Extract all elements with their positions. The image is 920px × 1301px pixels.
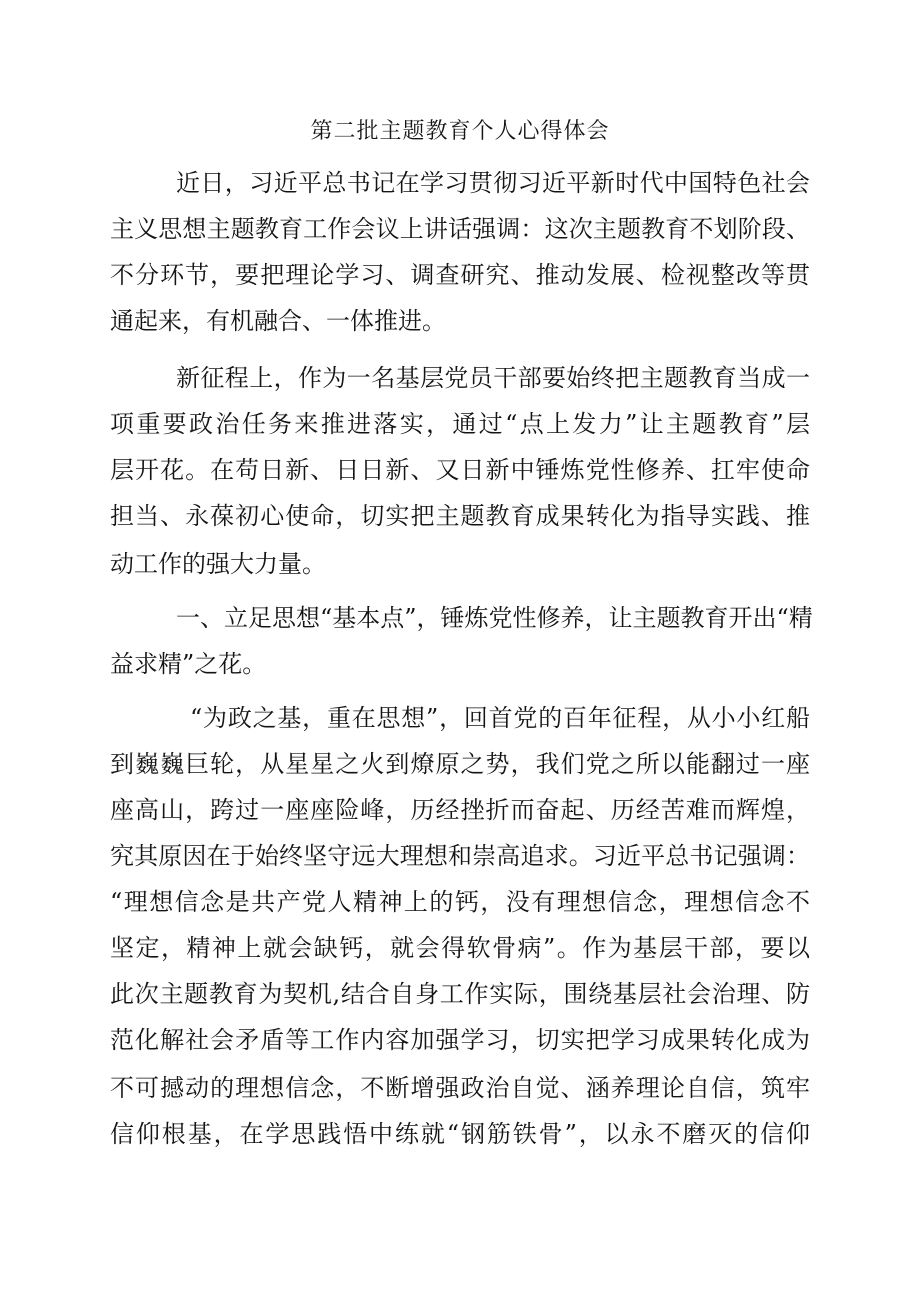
paragraph-4-line-8: 范化解社会矛盾等工作内容加强学习，切实把学习成果转化成为	[110, 1026, 810, 1054]
paragraph-4-line-3: 座高山，跨过一座座险峰，历经挫折而奋起、历经苦难而辉煌，	[110, 796, 810, 824]
paragraph-4-line-7: 此次主题教育为契机,结合自身工作实际，围绕基层社会治理、防	[110, 980, 810, 1008]
paragraph-4-line-6: 坚定，精神上就会缺钙，就会得软骨病”。作为基层干部，要以	[110, 934, 810, 962]
paragraph-4-line-9: 不可撼动的理想信念，不断增强政治自觉、涵养理论自信，筑牢	[110, 1074, 810, 1102]
paragraph-4-line-4: 究其原因在于始终坚守远大理想和崇高追求。习近平总书记强调：	[110, 842, 810, 870]
paragraph-1-line-4: 通起来，有机融合、一体推进。	[110, 307, 446, 335]
paragraph-4-line-5: “理想信念是共产党人精神上的钙，没有理想信念，理想信念不	[110, 888, 810, 916]
document-title: 第二批主题教育个人心得体会	[310, 119, 610, 144]
paragraph-2-line-5: 动工作的强大力量。	[110, 550, 326, 578]
paragraph-4-line-1: “为政之基，重在思想”，回首党的百年征程，从小小红船	[190, 704, 810, 732]
paragraph-2-line-4: 担当、永葆初心使命，切实把主题教育成果转化为指导实践、推	[110, 502, 810, 530]
paragraph-4-line-10: 信仰根基，在学思践悟中练就“钢筋铁骨”，以永不磨灭的信仰	[110, 1120, 810, 1148]
paragraph-1-line-3: 不分环节，要把理论学习、调查研究、推动发展、检视整改等贯	[110, 261, 810, 289]
paragraph-2-line-2: 项重要政治任务来推进落实，通过“点上发力”让主题教育”层	[110, 410, 810, 438]
paragraph-4-line-2: 到巍巍巨轮，从星星之火到燎原之势，我们党之所以能翻过一座	[110, 750, 810, 778]
paragraph-2-line-3: 层开花。在苟日新、日日新、又日新中锤炼党性修养、扛牢使命	[110, 456, 810, 484]
paragraph-1-line-2: 主义思想主题教育工作会议上讲话强调：这次主题教育不划阶段、	[110, 215, 810, 243]
paragraph-1-line-1: 近日，习近平总书记在学习贯彻习近平新时代中国特色社会	[176, 169, 810, 197]
paragraph-2-line-1: 新征程上，作为一名基层党员干部要始终把主题教育当成一	[176, 364, 810, 392]
paragraph-3-line-2: 益求精”之花。	[110, 650, 267, 678]
paragraph-3-line-1: 一、立足思想“基本点”，锤炼党性修养，让主题教育开出“精	[176, 604, 813, 632]
